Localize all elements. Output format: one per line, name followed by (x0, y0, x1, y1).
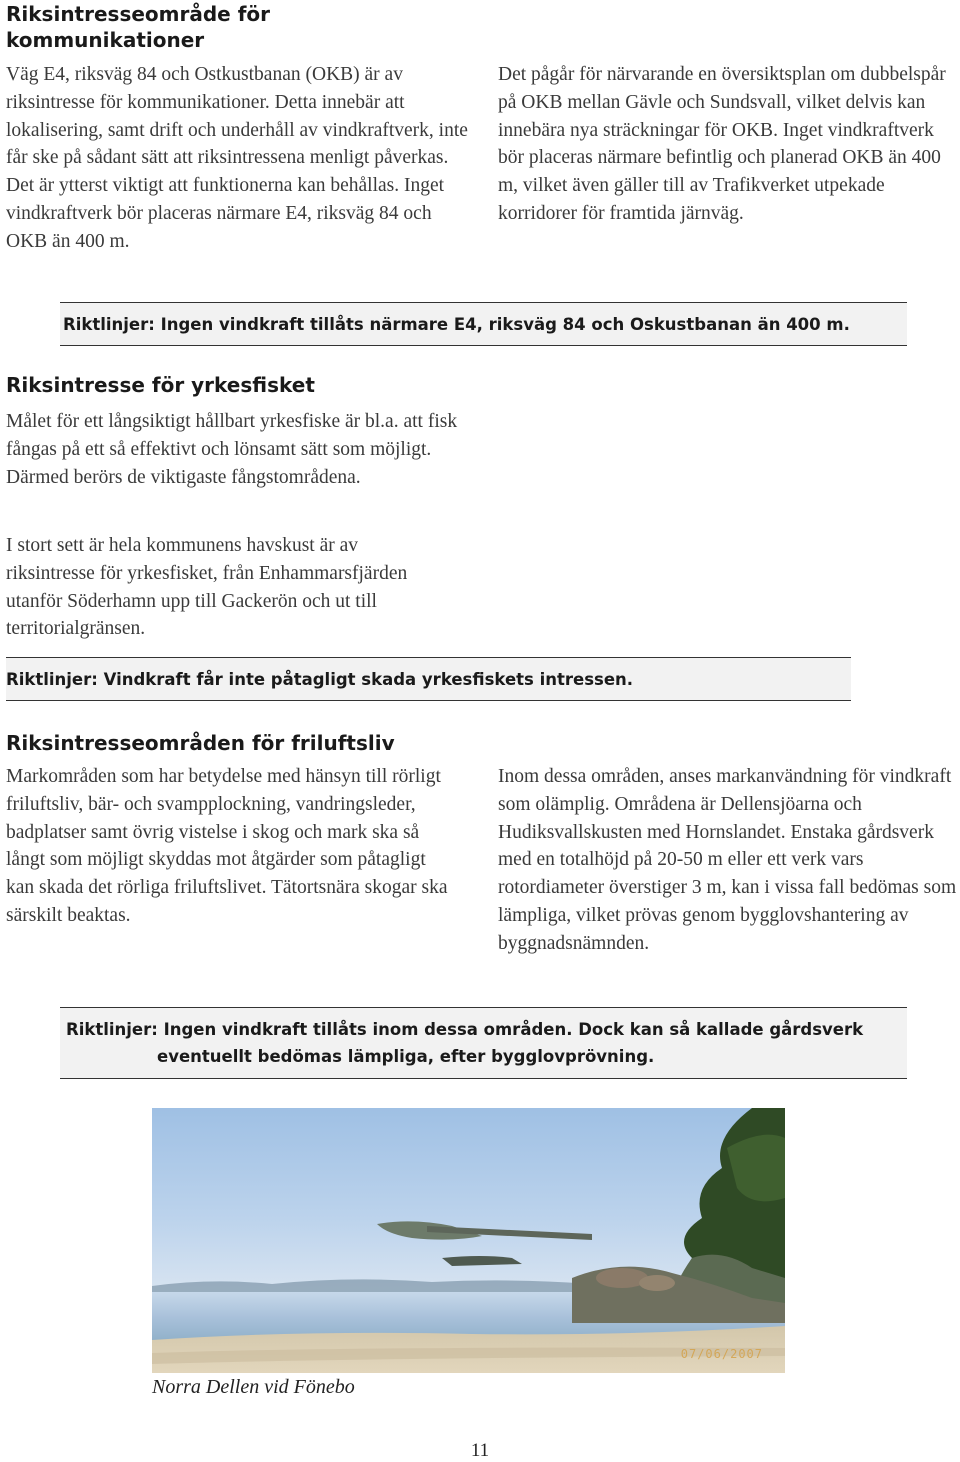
guideline-text-line1: Riktlinjer: Ingen vindkraft tillåts inom dessa områden. Dock kan så kallade gårdsverk (66, 1020, 864, 1039)
paragraph-kommunikationer-right: Det pågår för närvarande en översiktsplan om dubbelspår på OKB mellan Gävle och Sundsvall, vilket delvis kan innebära nya sträckningar för OKB. Inget vindkraftverk bör placeras närmare befintlig och planerad OKB än 400 m, vilket även gäller till av Trafikverket utpekade korridorer för framtida järnväg. (498, 64, 946, 224)
guideline-box-yrkesfisket (6, 657, 851, 701)
section-heading-friluftsliv: Riksintresseområden för friluftsliv (6, 731, 395, 755)
date-stamp: 07/06/2007 (680, 1347, 763, 1361)
paragraph-kommunikationer-left: Väg E4, riksväg 84 och Ostkustbanan (OKB) är av riksintresse för kommunikationer. Detta innebär att lokalisering, samt drift och underhåll av vindkraftverk, inte får ske på sådant sätt att riksintressena menligt påverkas. Det är ytterst viktigt att funktionerna kan behållas. Inget vindkraftverk bör placeras närmare E4, riksväg 84 och OKB än 400 m. (6, 64, 468, 252)
paragraph-yrkesfisket-1: Målet för ett långsiktigt hållbart yrkesfiske är bl.a. att fisk fångas på ett så effektivt och lönsamt sätt som möjligt. Därmed berörs de viktigaste fångstområdena. (6, 411, 458, 488)
paragraph-friluftsliv-right: Inom dessa områden, anses markanvändning för vindkraft som olämplig. Områdena är Dellensjöarna och Hudiksvallskusten med Hornslandet. Enstaka gårdsverk med en totalhöjd på 20-50 m eller ett verk vars rotordiameter överstiger 3 m, kan i vissa fall bedömas som lämpliga, vilket prövas genom bygglovshantering av byggnadsnämnden. (498, 766, 957, 954)
guideline-text: Riktlinjer: Ingen vindkraft tillåts närmare E4, riksväg 84 och Oskustbanan än 400 m. (63, 315, 850, 334)
section-heading-kommunikationer: Riksintresseområde för kommunikationer (6, 2, 271, 52)
guideline-box-friluftsliv (60, 1007, 907, 1079)
guideline-text-line2: eventuellt bedömas lämpliga, efter bygglovprövning. (157, 1047, 655, 1066)
page-number: 11 (470, 1440, 490, 1461)
lake-photo (152, 1108, 785, 1373)
guideline-text: Riktlinjer: Vindkraft får inte påtagligt skada yrkesfiskets intressen. (6, 670, 634, 689)
paragraph-yrkesfisket-2: I stort sett är hela kommunens havskust är av riksintresse för yrkesfisket, från Enhammarsfjärden utanför Söderhamn upp till Gackerön och ut till territorialgränsen. (6, 535, 408, 640)
paragraph-friluftsliv-left: Markområden som har betydelse med hänsyn till rörligt friluftsliv, bär- och svampplockning, vandringsleder, badplatser samt övrig vistelse i skog och mark ska så långt som möjligt skyddas mot åtgärder som påtagligt kan skada det rörliga friluftslivet. Tätortsnära skogar ska särskilt beaktas. (6, 766, 448, 926)
photo-caption: Norra Dellen vid Fönebo (152, 1376, 355, 1398)
section-heading-yrkesfisket: Riksintresse för yrkesfisket (6, 373, 315, 397)
guideline-box-kommunikationer (60, 302, 907, 346)
